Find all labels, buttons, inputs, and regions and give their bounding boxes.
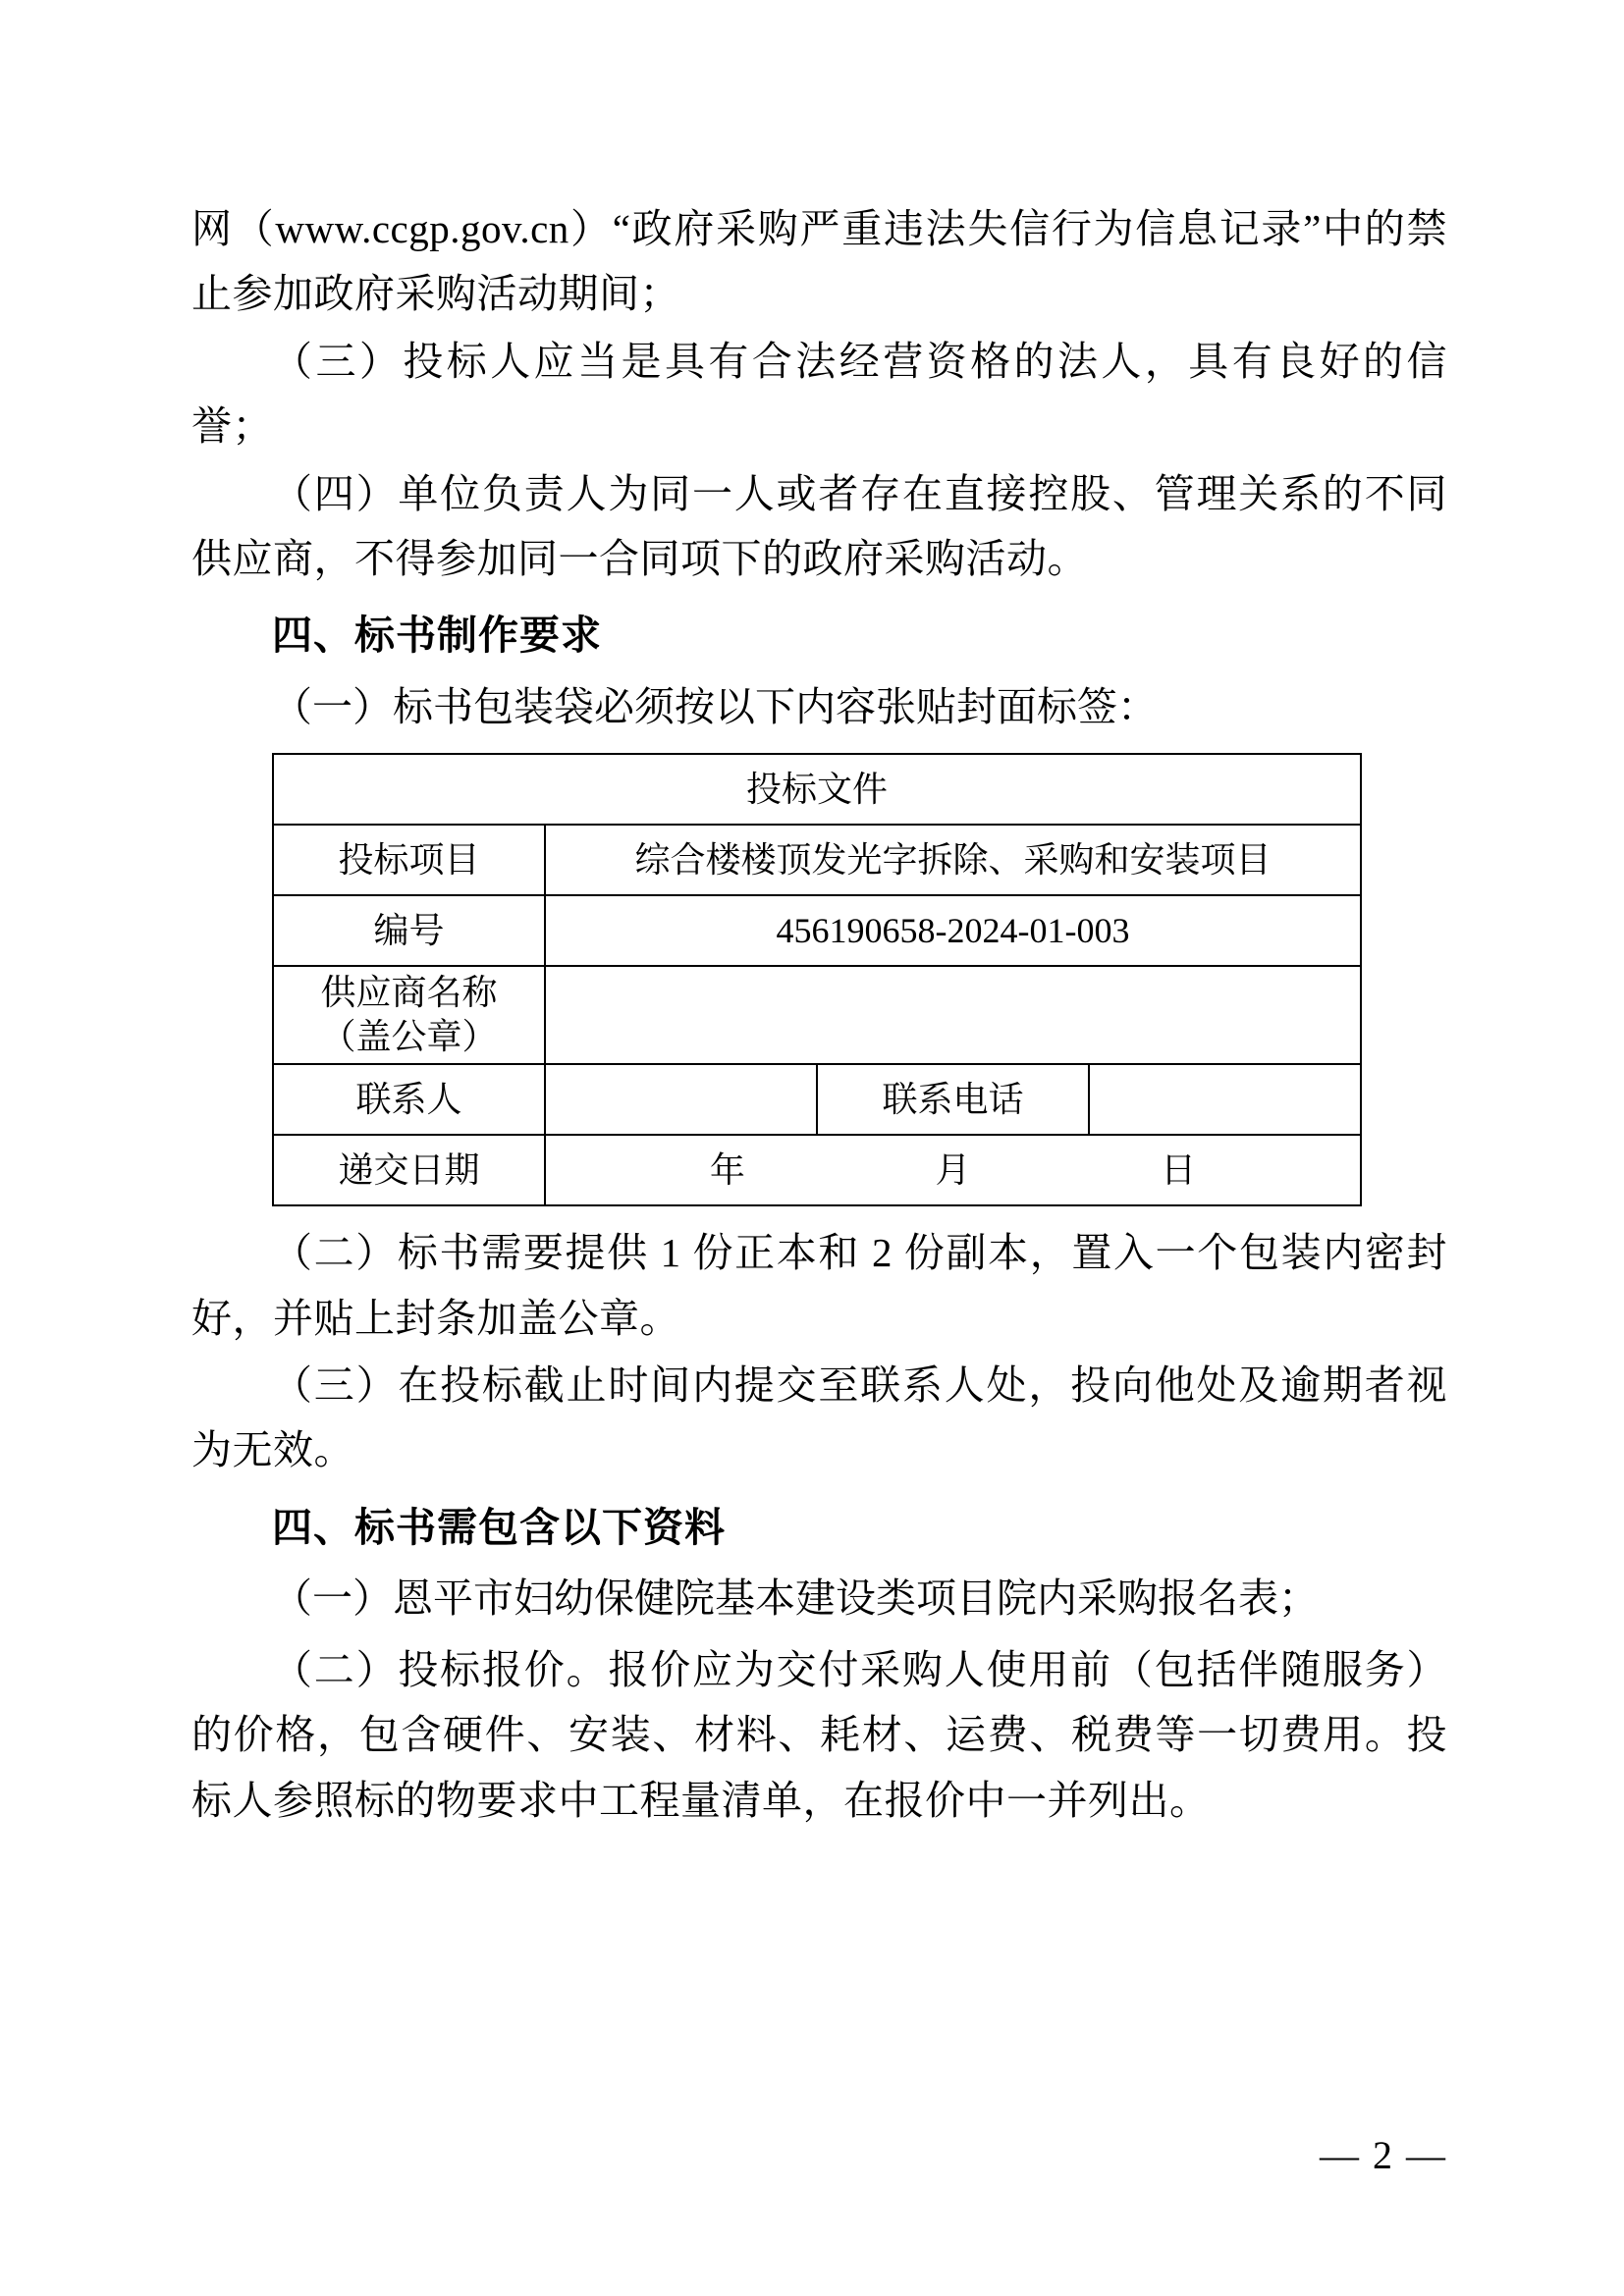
paragraph-label-requirement: （一）标书包装袋必须按以下内容张贴封面标签： <box>272 683 1158 729</box>
paragraph-submission-deadline: （三）在投标截止时间内提交至联系人处，投向他处及逾期者视为无效。 <box>191 1362 1447 1473</box>
section-heading-required-materials: 四、标书需包含以下资料 <box>272 1503 726 1551</box>
page-number: — 2 — <box>1320 2133 1447 2177</box>
table-cell-number-value: 456190658-2024-01-003 <box>545 895 1361 966</box>
paragraph-copies-requirement: （二）标书需要提供 1 份正本和 2 份副本，置入一个包装内密封好，并贴上封条加盖公章。 <box>191 1230 1447 1341</box>
table-row-supplier <box>273 966 1361 1064</box>
date-month-unit: 月 <box>935 1149 971 1190</box>
table-row-submit-date <box>273 1135 1361 1205</box>
table-cell-date-value <box>545 1135 1361 1205</box>
table-cell-date-label: 递交日期 <box>273 1135 545 1205</box>
section-heading-bid-preparation: 四、标书制作要求 <box>272 612 602 660</box>
table-row-project <box>273 825 1361 895</box>
date-day-unit: 日 <box>1161 1149 1197 1190</box>
supplier-label-line2: （盖公章） <box>320 1017 498 1057</box>
table-cell-supplier-label <box>273 966 545 1064</box>
table-cell-title: 投标文件 <box>273 754 1361 825</box>
table-row-title <box>273 754 1361 825</box>
table-row-contact <box>273 1064 1361 1135</box>
paragraph-ccgp-record: 网（www.ccgp.gov.cn）“政府采购严重违法失信行为信息记录”中的禁止参加政府采购活动期间； <box>191 206 1447 317</box>
table-cell-project-label: 投标项目 <box>273 825 545 895</box>
table-cell-phone-label: 联系电话 <box>817 1064 1089 1135</box>
table-cell-number-label: 编号 <box>273 895 545 966</box>
supplier-label-line1: 供应商名称 <box>320 973 498 1013</box>
table-cell-phone-value <box>1089 1064 1361 1135</box>
bid-cover-label-table <box>272 753 1362 1206</box>
paragraph-bid-quotation: （二）投标报价。报价应为交付采购人使用前（包括伴随服务）的价格，包含硬件、安装、材料、耗材、运费、税费等一切费用。投标人参照标的物要求中工程量清单，在报价中一并列出。 <box>191 1646 1447 1823</box>
paragraph-clause-four: （四）单位负责人为同一人或者存在直接控股、管理关系的不同供应商，不得参加同一合同项下的政府采购活动。 <box>191 470 1447 582</box>
date-year-unit: 年 <box>709 1149 745 1190</box>
paragraph-clause-three: （三）投标人应当是具有合法经营资格的法人，具有良好的信誉； <box>191 338 1447 450</box>
table-row-number <box>273 895 1361 966</box>
table-cell-supplier-value <box>545 966 1361 1064</box>
table-cell-contact-label: 联系人 <box>273 1064 545 1135</box>
paragraph-registration-form: （一）恩平市妇幼保健院基本建设类项目院内采购报名表； <box>272 1575 1319 1622</box>
table-cell-project-value: 综合楼楼顶发光字拆除、采购和安装项目 <box>545 825 1361 895</box>
table-cell-contact-value <box>545 1064 817 1135</box>
